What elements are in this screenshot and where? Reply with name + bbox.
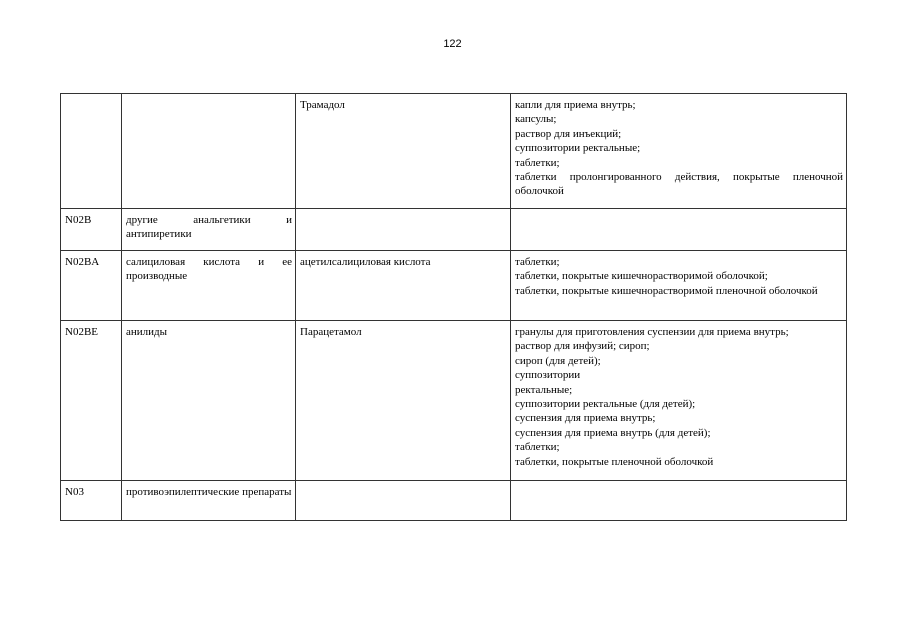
dosage-form: суппозитории ректальные; [515, 142, 641, 155]
dosage-forms-cell [511, 321, 847, 481]
dosage-form: таблетки; [515, 256, 560, 268]
dosage-form: раствор для инъекций; [515, 127, 622, 140]
substance-cell [296, 481, 511, 521]
dosage-form: суппозитории ректальные (для детей); [515, 398, 696, 411]
group-cell: анилиды [122, 321, 296, 481]
dosage-forms-cell [511, 481, 847, 521]
dosage-form: таблетки, покрытые кишечнорастворимой пленочной оболочкой [515, 284, 818, 297]
dosage-form: таблетки пролонгированного действия, покрытые пленочной оболочкой [515, 171, 843, 198]
dosage-form: таблетки, покрытые пленочной оболочкой [515, 455, 714, 468]
atc-code-cell: N03 [61, 481, 122, 521]
atc-code-cell: N02B [61, 209, 122, 251]
table-row [61, 251, 847, 321]
substance-cell: Трамадол [296, 94, 511, 209]
group-cell [122, 94, 296, 209]
drug-table [60, 93, 847, 521]
dosage-form: таблетки, покрытые кишечнорастворимой оболочкой; [515, 270, 768, 283]
dosage-form: капли для приема внутрь; [515, 99, 636, 111]
dosage-form: сироп (для детей); [515, 354, 601, 367]
dosage-form: ректальные; [515, 383, 573, 396]
table-row [61, 94, 847, 209]
group-cell: другие анальгетики и антипиретики [122, 209, 296, 251]
dosage-form: раствор для инфузий; сироп; [515, 340, 650, 353]
table-row [61, 481, 847, 521]
dosage-forms-cell [511, 209, 847, 251]
substance-cell: Парацетамол [296, 321, 511, 481]
group-cell: противоэпилептические препараты [122, 481, 296, 521]
dosage-form: гранулы для приготовления суспензии для приема внутрь; [515, 326, 789, 338]
atc-code-cell [61, 94, 122, 209]
dosage-form: таблетки; [515, 441, 560, 454]
dosage-form: суспензия для приема внутрь; [515, 412, 656, 425]
dosage-forms-cell [511, 94, 847, 209]
dosage-forms-cell [511, 251, 847, 321]
group-cell: салициловая кислота и ее производные [122, 251, 296, 321]
substance-cell [296, 209, 511, 251]
substance-cell: ацетилсалициловая кислота [296, 251, 511, 321]
table-row [61, 209, 847, 251]
table-row [61, 321, 847, 481]
dosage-form: суппозитории [515, 369, 581, 382]
dosage-form: суспензия для приема внутрь (для детей); [515, 426, 711, 439]
page-number: 122 [443, 38, 462, 50]
atc-code-cell: N02BE [61, 321, 122, 481]
dosage-form: капсулы; [515, 113, 557, 126]
atc-code-cell: N02BA [61, 251, 122, 321]
dosage-form: таблетки; [515, 156, 560, 169]
